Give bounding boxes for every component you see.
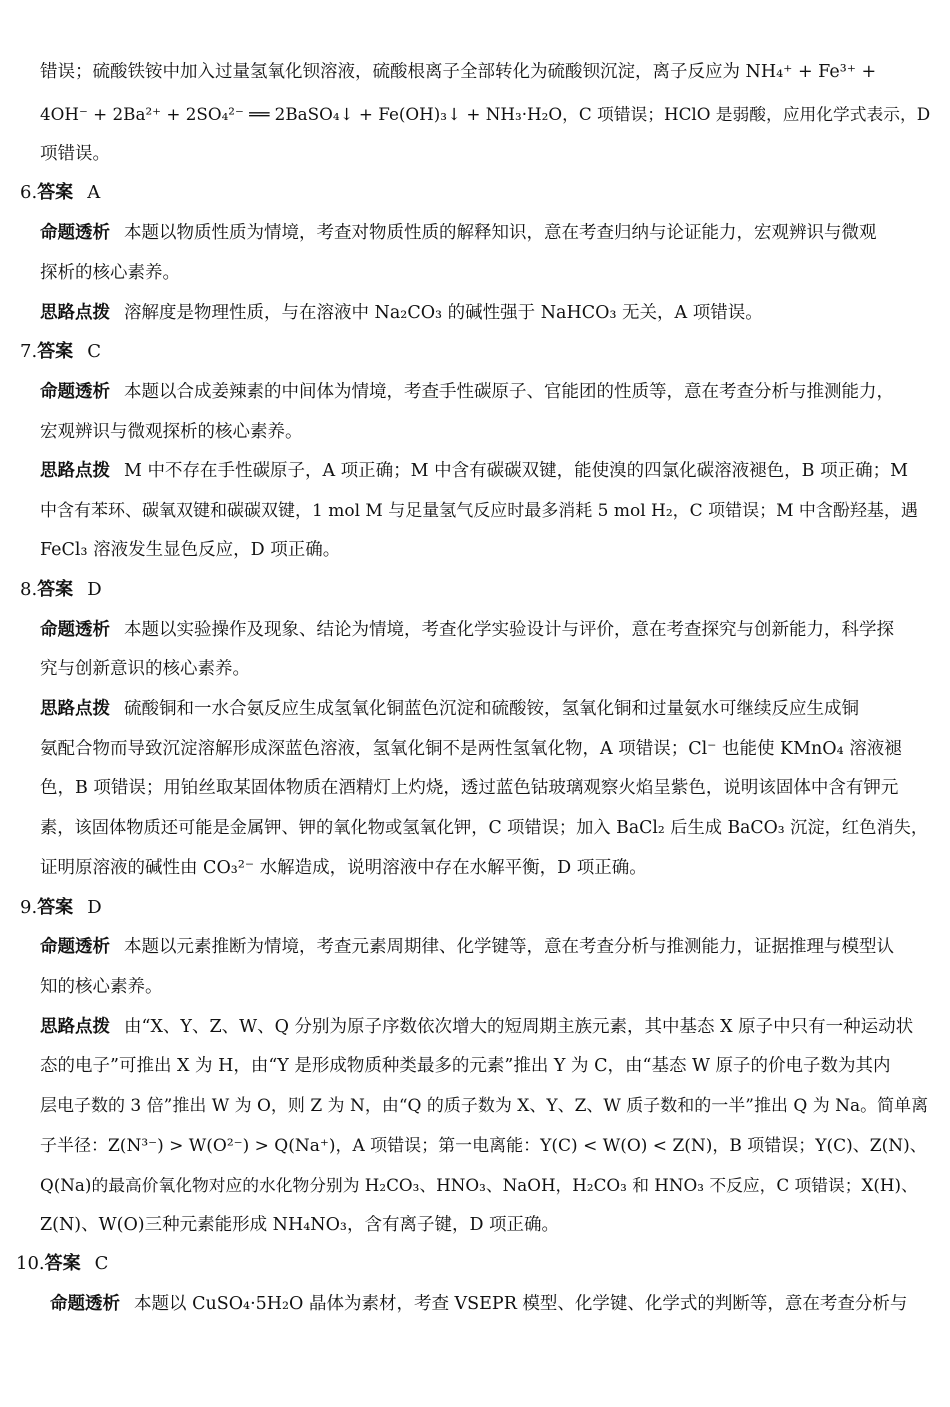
hint-line: 氨配合物而导致沉淀溶解形成深蓝色溶液，氢氧化铜不是两性氢氧化物，A 项错误；Cl⁻ 也能使 KMnO₄ 溶液褪	[40, 739, 902, 759]
analysis-label: 命题透析	[50, 1294, 120, 1314]
hint-label: 思路点拨	[40, 461, 110, 481]
hint-line: 层电子数的 3 倍”推出 W 为 O，则 Z 为 N，由“Q 的质子数为 X、Y、Z、W 质子数和的一半”推出 Q 为 Na。简单离	[40, 1096, 929, 1116]
question-8-header	[20, 578, 102, 602]
answer-label: 答案	[37, 897, 74, 918]
hint-line: 思路点拨 由“X、Y、Z、W、Q 分别为原子序数依次增大的短周期主族元素，其中基态 X 原子中只有一种运动状	[40, 1017, 914, 1037]
analysis-label: 命题透析	[40, 937, 110, 957]
hint-line: FeCl₃ 溶液发生显色反应，D 项正确。	[40, 540, 341, 560]
analysis-line: 命题透析 本题以合成姜辣素的中间体为情境，考查手性碳原子、官能团的性质等，意在考查分析与推测能力，	[40, 382, 894, 402]
hint-label: 思路点拨	[40, 303, 110, 323]
analysis-line: 知的核心素养。	[40, 977, 163, 997]
analysis-label: 命题透析	[40, 620, 110, 640]
question-number: 8.	[20, 579, 38, 600]
hint-line: 子半径：Z(N³⁻) > W(O²⁻) > Q(Na⁺)，A 项错误；第一电离能：Y(C) < W(O) < Z(N)，B 项错误；Y(C)、Z(N)、	[40, 1136, 927, 1156]
answer-value: D	[87, 579, 102, 600]
hint-label: 思路点拨	[40, 1017, 110, 1037]
analysis-line: 究与创新意识的核心素养。	[40, 659, 250, 679]
hint-line: 思路点拨 硫酸铜和一水合氨反应生成氢氧化铜蓝色沉淀和硫酸铵，氢氧化铜和过量氨水可继续反应生成铜	[40, 699, 859, 719]
hint-line: 素，该固体物质还可能是金属钾、钾的氧化物或氢氧化钾，C 项错误；加入 BaCl₂ 后生成 BaCO₃ 沉淀，红色消失，	[40, 818, 929, 838]
text-line: 4OH⁻ + 2Ba²⁺ + 2SO₄²⁻ ══ 2BaSO₄↓ + Fe(OH)₃↓ + NH₃·H₂O，C 项错误；HClO 是弱酸，应用化学式表示，D	[40, 104, 930, 124]
analysis-line: 命题透析 本题以物质性质为情境，考查对物质性质的解释知识，意在考查归纳与论证能力，宏观辨识与微观	[40, 223, 877, 243]
analysis-line: 命题透析 本题以实验操作及现象、结论为情境，考查化学实验设计与评价，意在考查探究与创新能力，科学探	[40, 620, 894, 640]
answer-label: 答案	[37, 341, 74, 362]
hint-line: 思路点拨 溶解度是物理性质，与在溶液中 Na₂CO₃ 的碱性强于 NaHCO₃ 无关，A 项错误。	[40, 303, 763, 323]
answer-label: 答案	[44, 1253, 81, 1274]
hint-line: 证明原溶液的碱性由 CO₃²⁻ 水解造成，说明溶液中存在水解平衡，D 项正确。	[40, 858, 647, 878]
analysis-label: 命题透析	[40, 382, 110, 402]
hint-line: 态的电子”可推出 X 为 H，由“Y 是形成物质种类最多的元素”推出 Y 为 C，由“基态 W 原子的价电子数为其内	[40, 1056, 891, 1076]
question-number: 6.	[20, 182, 38, 203]
question-7-header	[20, 340, 101, 364]
analysis-label: 命题透析	[40, 223, 110, 243]
text-line: 项错误。	[40, 144, 110, 164]
question-6-header	[20, 181, 100, 205]
hint-label: 思路点拨	[40, 699, 110, 719]
analysis-line: 探析的核心素养。	[40, 263, 180, 283]
answer-value: C	[94, 1253, 109, 1274]
answer-value: D	[87, 897, 102, 918]
hint-line: Z(N)、W(O)三种元素能形成 NH₄NO₃，含有离子键，D 项正确。	[40, 1215, 560, 1235]
question-10-header	[16, 1252, 108, 1276]
hint-line: 思路点拨 M 中不存在手性碳原子，A 项正确；M 中含有碳碳双键，能使溴的四氯化碳溶液褪色，B 项正确；M	[40, 461, 909, 481]
text-line: 错误；硫酸铁铵中加入过量氢氧化钡溶液，硫酸根离子全部转化为硫酸钡沉淀，离子反应为 NH₄⁺ + Fe³⁺ +	[40, 62, 877, 82]
analysis-line: 宏观辨识与微观探析的核心素养。	[40, 422, 303, 442]
question-number: 10.	[16, 1253, 45, 1274]
answer-label: 答案	[37, 182, 74, 203]
answer-value: A	[87, 182, 101, 203]
analysis-line: 命题透析 本题以 CuSO₄·5H₂O 晶体为素材，考查 VSEPR 模型、化学键、化学式的判断等，意在考查分析与	[50, 1294, 908, 1314]
hint-line: 色，B 项错误；用铂丝取某固体物质在酒精灯上灼烧，透过蓝色钴玻璃观察火焰呈紫色，说明该固体中含有钾元	[40, 778, 899, 798]
answer-value: C	[87, 341, 101, 362]
hint-line: 中含有苯环、碳氧双键和碳碳双键，1 mol M 与足量氢气反应时最多消耗 5 mol H₂，C 项错误；M 中含酚羟基，遇	[40, 501, 918, 521]
question-9-header	[20, 896, 102, 920]
analysis-line: 命题透析 本题以元素推断为情境，考查元素周期律、化学键等，意在考查分析与推测能力，证据推理与模型认	[40, 937, 894, 957]
question-number: 9.	[20, 897, 38, 918]
question-number: 7.	[20, 341, 38, 362]
hint-line: Q(Na)的最高价氧化物对应的水化物分别为 H₂CO₃、HNO₃、NaOH，H₂CO₃ 和 HNO₃ 不反应，C 项错误；X(H)、	[40, 1175, 918, 1195]
answer-label: 答案	[37, 579, 74, 600]
